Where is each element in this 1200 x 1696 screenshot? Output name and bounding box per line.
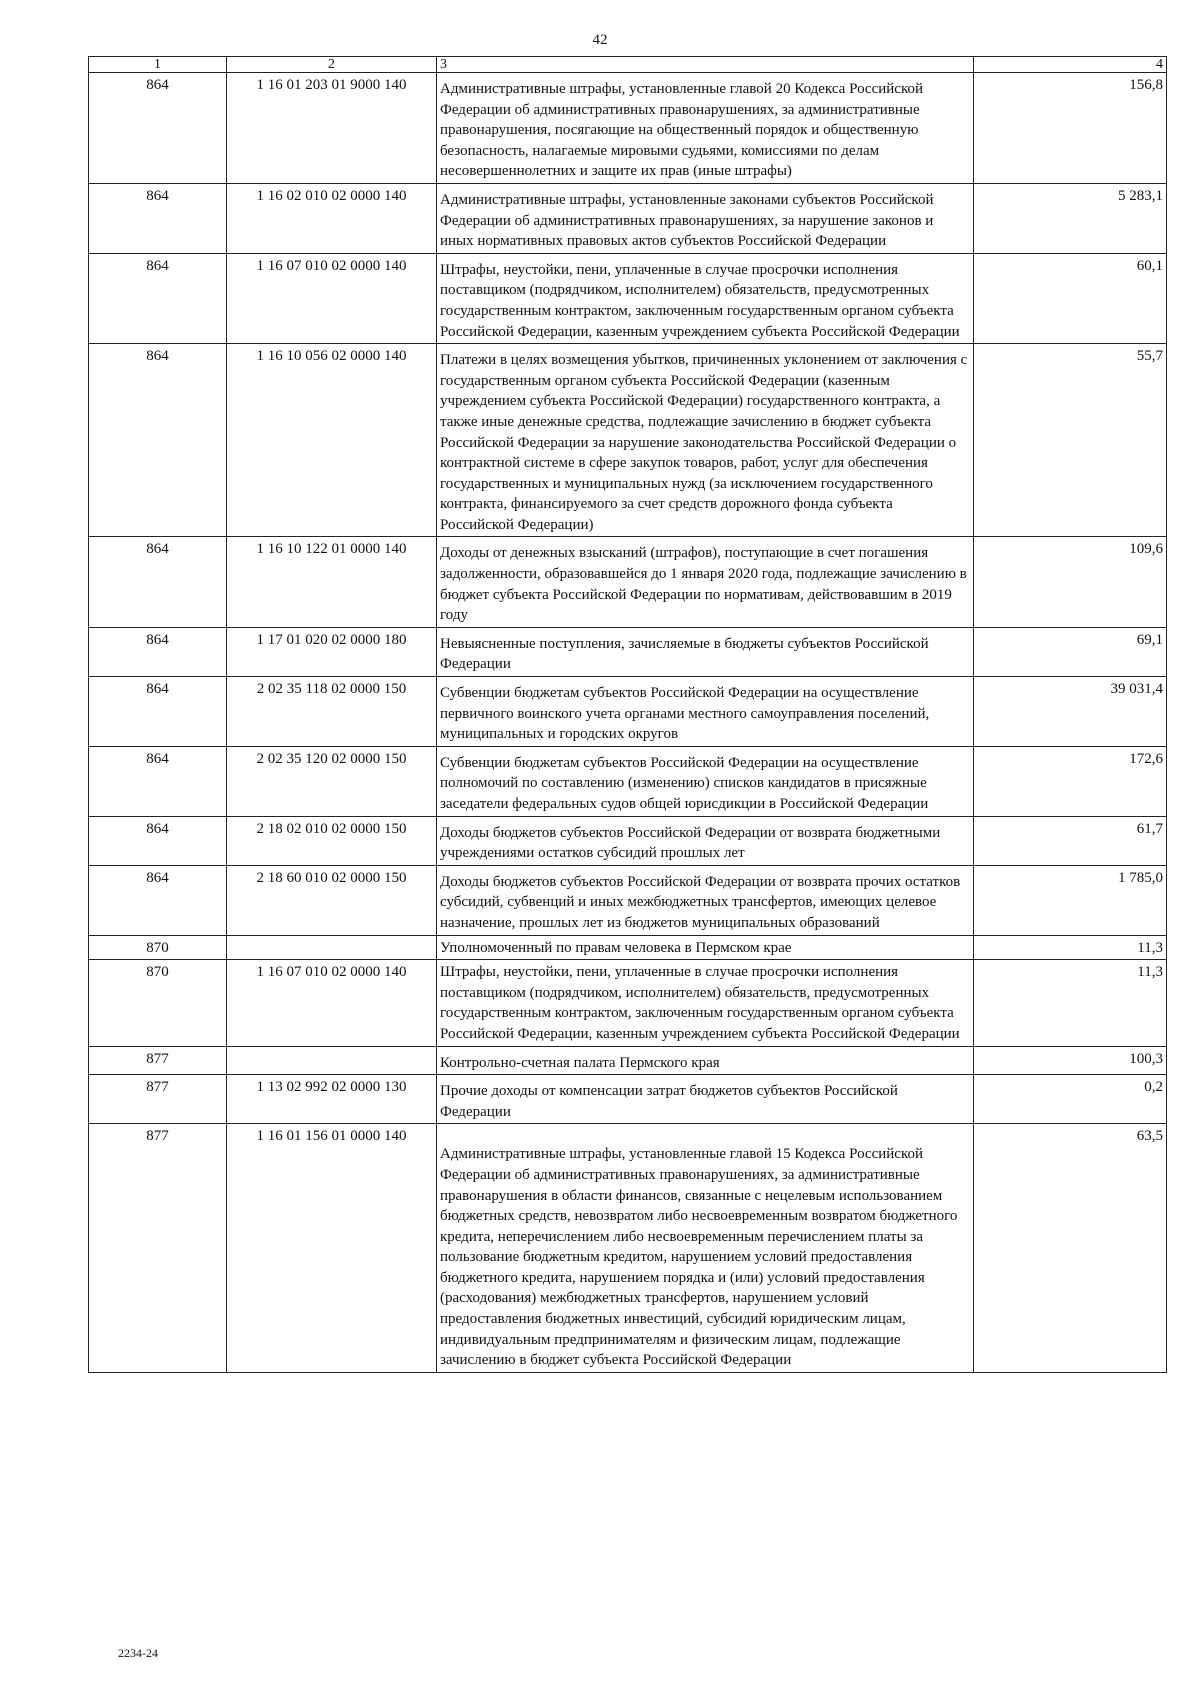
amount-cell: 11,3	[974, 960, 1167, 1046]
description-cell: Невыясненные поступления, зачисляемые в бюджеты субъектов Российской Федерации	[437, 627, 974, 676]
amount-cell: 1 785,0	[974, 865, 1167, 935]
admin-code-cell: 864	[89, 677, 227, 747]
admin-code-cell: 864	[89, 816, 227, 865]
admin-code-cell: 877	[89, 1124, 227, 1373]
table-row	[89, 816, 1167, 865]
admin-code-cell: 870	[89, 960, 227, 1046]
admin-code-cell: 864	[89, 746, 227, 816]
revenue-table	[88, 56, 1167, 1373]
admin-code-cell: 877	[89, 1075, 227, 1124]
budget-code-cell: 1 16 10 056 02 0000 140	[227, 344, 437, 537]
budget-code-cell: 2 02 35 118 02 0000 150	[227, 677, 437, 747]
table-row	[89, 960, 1167, 1046]
table-row	[89, 865, 1167, 935]
amount-cell: 39 031,4	[974, 677, 1167, 747]
budget-code-cell	[227, 935, 437, 960]
description-cell: Административные штрафы, установленные главой 20 Кодекса Российской Федерации об административных правонарушениях, за административные правонарушения, посягающие на общественный порядок и общественную безопасность, налагаемые мировыми судьями, комиссиями по делам несовершеннолетних и защите их прав (иные штрафы)	[437, 73, 974, 184]
table-row	[89, 935, 1167, 960]
description-cell: Субвенции бюджетам субъектов Российской Федерации на осуществление полномочий по составлению (изменению) списков кандидатов в присяжные заседатели федеральных судов общей юрисдикции в Российской Федерации	[437, 746, 974, 816]
amount-cell: 100,3	[974, 1046, 1167, 1075]
description-cell: Административные штрафы, установленные главой 15 Кодекса Российской Федерации об административных правонарушениях, за административные правонарушения в области финансов, связанные с нецелевым использованием бюджетных средств, невозвратом либо несвоевременным возвратом бюджетного кредита, неперечислением либо несвоевременным перечислением платы за пользование бюджетным кредитом, нарушением условий предоставления бюджетного кредита, нарушением порядка и (или) условий предоставления (расходования) межбюджетных трансфертов, нарушением условий предоставления бюджетных инвестиций, субсидий юридическим лицам, индивидуальным предпринимателям и физическим лицам, подлежащие зачислению в бюджет субъекта Российской Федерации	[437, 1124, 974, 1373]
budget-code-cell: 1 16 07 010 02 0000 140	[227, 960, 437, 1046]
description-cell: Штрафы, неустойки, пени, уплаченные в случае просрочки исполнения поставщиком (подрядчиком, исполнителем) обязательств, предусмотренных государственным контрактом, заключенным государственным органом субъекта Российской Федерации, казенным учреждением субъекта Российской Федерации	[437, 253, 974, 343]
description-cell: Штрафы, неустойки, пени, уплаченные в случае просрочки исполнения поставщиком (подрядчиком, исполнителем) обязательств, предусмотренных государственным контрактом, заключенным государственным органом субъекта Российской Федерации, казенным учреждением субъекта Российской Федерации	[437, 960, 974, 1046]
budget-code-cell: 1 16 01 203 01 9000 140	[227, 73, 437, 184]
column-header-3: 3	[437, 57, 974, 73]
column-header-2: 2	[227, 57, 437, 73]
description-cell: Уполномоченный по правам человека в Пермском крае	[437, 935, 974, 960]
table-row	[89, 746, 1167, 816]
budget-code-cell: 1 16 07 010 02 0000 140	[227, 253, 437, 343]
budget-code-cell: 2 02 35 120 02 0000 150	[227, 746, 437, 816]
budget-code-cell	[227, 1046, 437, 1075]
description-cell: Прочие доходы от компенсации затрат бюджетов субъектов Российской Федерации	[437, 1075, 974, 1124]
budget-code-cell: 1 16 01 156 01 0000 140	[227, 1124, 437, 1373]
admin-code-cell: 864	[89, 537, 227, 627]
amount-cell: 109,6	[974, 537, 1167, 627]
description-cell: Субвенции бюджетам субъектов Российской Федерации на осуществление первичного воинского учета органами местного самоуправления поселений, муниципальных и городских округов	[437, 677, 974, 747]
amount-cell: 172,6	[974, 746, 1167, 816]
amount-cell: 156,8	[974, 73, 1167, 184]
table-row	[89, 677, 1167, 747]
table-row	[89, 344, 1167, 537]
description-cell: Контрольно-счетная палата Пермского края	[437, 1046, 974, 1075]
table-row	[89, 627, 1167, 676]
table-row	[89, 253, 1167, 343]
page-number: 42	[592, 32, 608, 48]
admin-code-cell: 864	[89, 344, 227, 537]
table-row	[89, 1075, 1167, 1124]
admin-code-cell: 864	[89, 253, 227, 343]
description-cell: Административные штрафы, установленные законами субъектов Российской Федерации об административных правонарушениях, за нарушение законов и иных нормативных правовых актов субъектов Российской Федерации	[437, 183, 974, 253]
amount-cell: 5 283,1	[974, 183, 1167, 253]
admin-code-cell: 864	[89, 865, 227, 935]
table-header-row	[89, 57, 1167, 73]
amount-cell: 61,7	[974, 816, 1167, 865]
amount-cell: 0,2	[974, 1075, 1167, 1124]
amount-cell: 55,7	[974, 344, 1167, 537]
footer-document-code: 2234-24	[118, 1646, 158, 1660]
admin-code-cell: 864	[89, 73, 227, 184]
table-row	[89, 1046, 1167, 1075]
admin-code-cell: 864	[89, 183, 227, 253]
table-row	[89, 1124, 1167, 1373]
budget-code-cell: 1 16 10 122 01 0000 140	[227, 537, 437, 627]
description-cell: Доходы от денежных взысканий (штрафов), поступающие в счет погашения задолженности, образовавшейся до 1 января 2020 года, подлежащие зачислению в бюджет субъекта Российской Федерации по нормативам, действовавшим в 2019 году	[437, 537, 974, 627]
budget-code-cell: 1 16 02 010 02 0000 140	[227, 183, 437, 253]
amount-cell: 11,3	[974, 935, 1167, 960]
column-header-4: 4	[974, 57, 1167, 73]
budget-code-cell: 2 18 02 010 02 0000 150	[227, 816, 437, 865]
amount-cell: 60,1	[974, 253, 1167, 343]
admin-code-cell: 877	[89, 1046, 227, 1075]
budget-code-cell: 2 18 60 010 02 0000 150	[227, 865, 437, 935]
amount-cell: 63,5	[974, 1124, 1167, 1373]
budget-code-cell: 1 17 01 020 02 0000 180	[227, 627, 437, 676]
table-row	[89, 537, 1167, 627]
table-row	[89, 183, 1167, 253]
description-cell: Платежи в целях возмещения убытков, причиненных уклонением от заключения с государственным органом субъекта Российской Федерации (казенным учреждением субъекта Российской Федерации) государственного контракта, а также иные денежные средства, подлежащие зачислению в бюджет субъекта Российской Федерации за нарушение законодательства Российской Федерации о контрактной системе в сфере закупок товаров, работ, услуг для обеспечения государственных и муниципальных нужд (за исключением государственного контракта, финансируемого за счет средств дорожного фонда субъекта Российской Федерации)	[437, 344, 974, 537]
description-cell: Доходы бюджетов субъектов Российской Федерации от возврата прочих остатков субсидий, субвенций и иных межбюджетных трансфертов, имеющих целевое назначение, прошлых лет из бюджетов муниципальных образований	[437, 865, 974, 935]
column-header-1: 1	[89, 57, 227, 73]
admin-code-cell: 864	[89, 627, 227, 676]
amount-cell: 69,1	[974, 627, 1167, 676]
description-cell: Доходы бюджетов субъектов Российской Федерации от возврата бюджетными учреждениями остатков субсидий прошлых лет	[437, 816, 974, 865]
table-row	[89, 73, 1167, 184]
admin-code-cell: 870	[89, 935, 227, 960]
budget-code-cell: 1 13 02 992 02 0000 130	[227, 1075, 437, 1124]
